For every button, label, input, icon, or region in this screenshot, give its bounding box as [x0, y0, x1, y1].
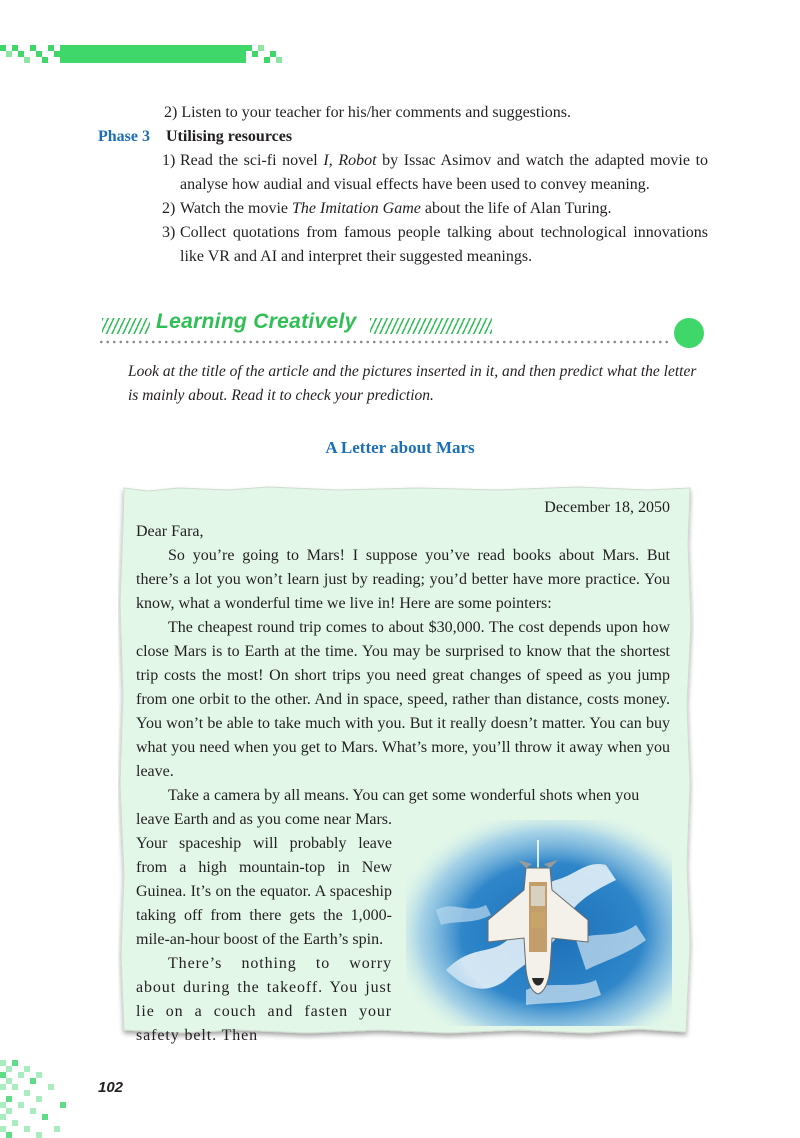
item-number: 2) — [162, 200, 176, 217]
footer-decoration — [0, 1060, 100, 1138]
item-text: Read the sci-fi novel — [180, 152, 324, 169]
book-title: I, Robot — [323, 152, 377, 169]
phase-label: Phase 3 — [98, 128, 150, 145]
letter-date: December 18, 2050 — [544, 499, 670, 516]
green-circle-icon — [674, 318, 704, 348]
item-number: 1) — [162, 152, 176, 169]
letter-paragraph-1: So you’re going to Mars! I suppose you’ve read books about Mars. But there’s a lot you won’t learn just by reading; you’d better have more practice. You know, what a wonderful time we live in! Here are some pointers: — [136, 547, 670, 612]
dotted-divider — [98, 340, 670, 344]
item-number: 3) — [162, 224, 176, 241]
hatch-right — [370, 318, 492, 334]
phase3-item-1 — [162, 149, 708, 197]
phase3-item-2 — [162, 197, 708, 221]
hatch-left — [102, 318, 150, 334]
item-text: Watch the movie — [180, 200, 293, 217]
article-title: A Letter about Mars — [325, 438, 475, 457]
item-text: Listen to your teacher for his/her comments and suggestions. — [181, 104, 572, 121]
letter-salutation: Dear Fara, — [136, 523, 204, 540]
item-number: 2) — [164, 104, 178, 121]
page-number: 102 — [98, 1079, 124, 1096]
item-text: Collect quotations from famous people talking about technological innovations like VR and AI and interpret their suggested meanings. — [180, 224, 708, 265]
item-text: by Issac Asimov and watch the adapted movie to analyse how audial and visual effects have been used to convey meaning. — [180, 152, 709, 193]
letter-paragraph-3: leave Earth and as you come near Mars. Your spaceship will probably leave from a high mountain-top in New Guinea. It’s on the equator. A spaceship taking off from there gets the 1,000-mile-an-hour boost of the Earth’s spin. — [136, 811, 392, 948]
letter-paragraph-2: The cheapest round trip comes to about $30,000. The cost depends upon how close Mars is to Earth at the time. You may be surprised to know that the shortest trip costs the most! On short trips you need great changes of speed as you jump from one orbit to the other. And in space, speed, rather than distance, costs money. You won’t be able to take much with you. But it really doesn’t matter. You can buy what you need when you get to Mars. What’s more, you’ll throw it away when you leave. — [136, 619, 670, 780]
intro-instruction: Look at the title of the article and the pictures inserted in it, and then predict what the letter is mainly about. Read it to check your prediction. — [128, 363, 697, 404]
phase-title: Utilising resources — [166, 128, 293, 145]
header-decoration — [0, 42, 290, 68]
section-header — [98, 310, 708, 350]
movie-title: The Imitation Game — [292, 200, 421, 217]
phase3-item-3 — [162, 221, 708, 269]
section-title: Learning Creatively — [156, 310, 357, 333]
item-text: about the life of Alan Turing. — [420, 200, 612, 217]
phase2-item-2 — [164, 101, 708, 125]
letter-paragraph-4: There’s nothing to worry about during the takeoff. You just lie on a couch and fasten your safety belt. Then — [136, 955, 392, 1044]
space-shuttle-photo — [406, 820, 672, 1026]
letter-paragraph-3-start: Take a camera by all means. You can get some wonderful shots when you — [168, 787, 640, 804]
